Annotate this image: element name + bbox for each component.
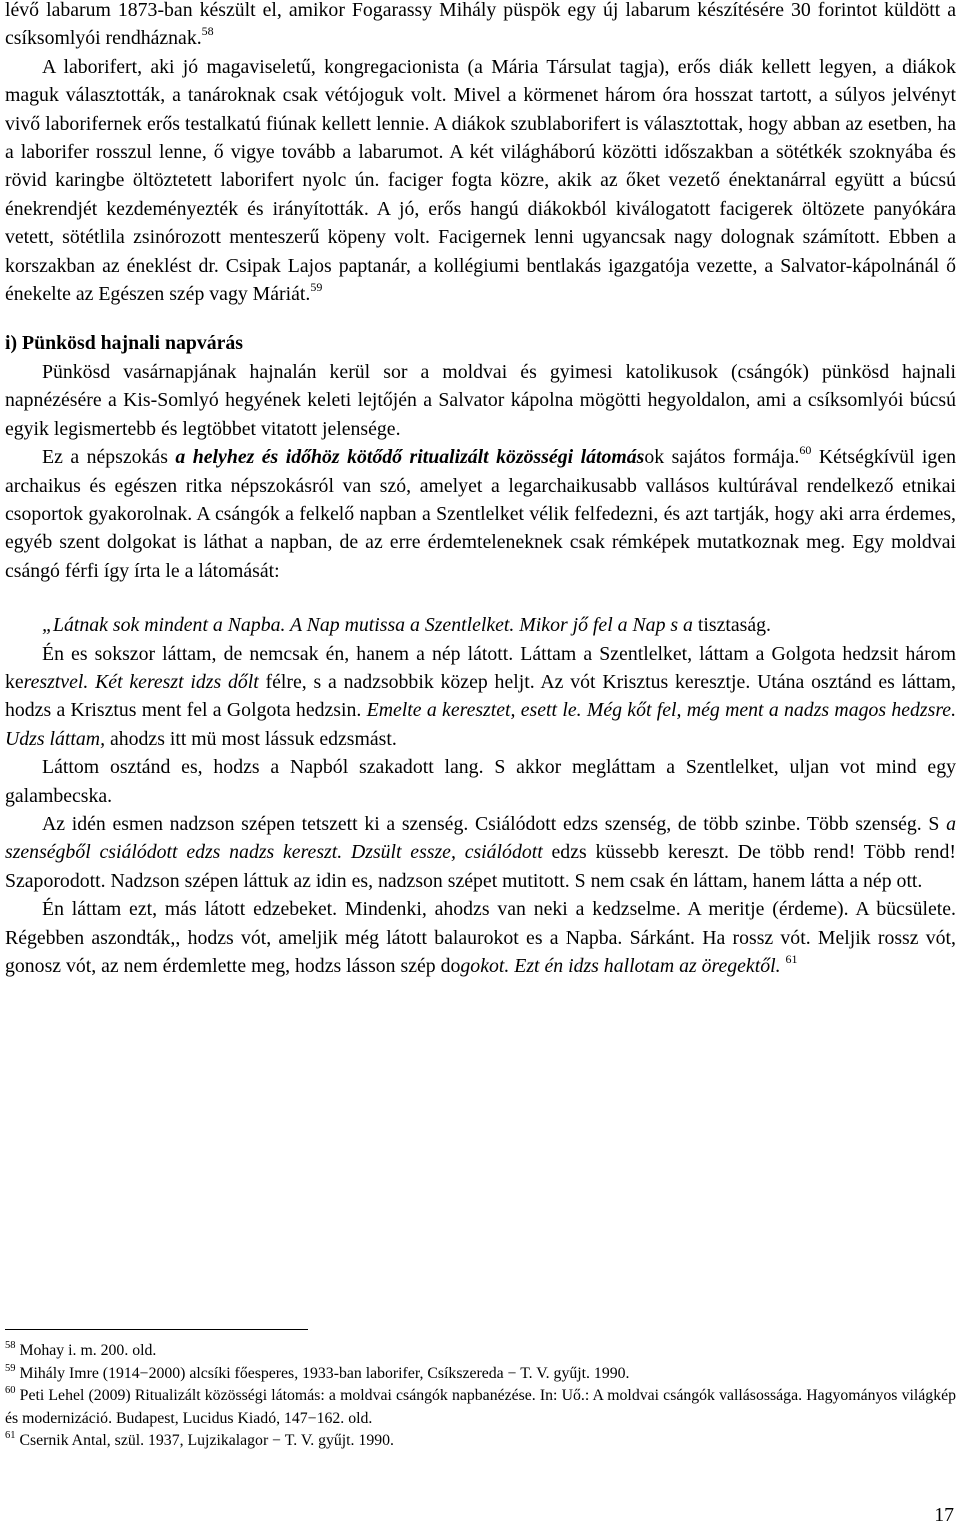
footnote-number: 61: [5, 1430, 16, 1442]
text-run: edzs küssebb kereszt. De több rend! Több rend! Szaporodott. Nadzson szépen láttuk az idin es, nadzson szépet mutitott. S nem csak én láttam, hanem látta a nép ott.: [5, 841, 956, 892]
footnote-ref-61[interactable]: 61: [785, 952, 798, 966]
text-run: Kétségkívül igen archaikus és egészen ritka népszokásról van szó, amelyet a legarchaikusabb vallásos kultúrával rendelkező etnikai csoportok gyakorolnak. A csángók a felkelő napban a Szentlelket vélik felfedezni, és azt tartják, hogy aki arra érdemes, egyéb szent dolgokat is láthat a napban, de az erre érdemteleneknek csak rémképek mutatkoznak meg. Egy moldvai csángó férfi így írta le a látomását:: [5, 446, 956, 582]
footnote-text: Mihály Imre (1914−2000) alcsíki főesperes, 1933-ban laborifer, Csíkszereda − T. V. gyűjt. 1990.: [19, 1364, 630, 1382]
footnote-ref-60[interactable]: 60: [799, 443, 812, 458]
quotation-block: [5, 611, 956, 980]
paragraph-labarum: [5, 0, 956, 53]
text-run: A laborifert, aki jó magaviseletű, kongregacionista (a Mária Társulat tagja), erős diák kellett legyen, a diákok maguk választották, a tanároknak csak vétójoguk volt. Mivel a körmenet három óra hosszat tartott, a súlyos jelvényt vivő laborifernek erős testalkatú fiúnak kellett lennie. A diákok szublaborifert is választottak, hogy abban az esetben, ha a laborifer rosszul lenne, ő vigye tovább a labarumot. A két világháború közötti időszakban a sötétkék szoknyába és rövid karingbe öltöztetett laborifert nyolc ún. faciger fogta közre, akik az őket vezető énektanárral együtt a búcsú énekrendjét kezdeményezték és irányították. A jó, erős hangú diákokból kiválogatott facigerek öltözete panyókára vetett, sötétlila zsinórozott menteszerű köpeny volt. Facigernek lenni ugyancsak nagy dolognak számított. Ebben a korszakban az éneklést dr. Csipak Lajos paptanár, a kollégiumi bentlakás igazgatója vezette, a Salvator-kápolnánál ő énekelte az Egészen szép vagy Máriát.: [5, 55, 956, 306]
footnote-text: Csernik Antal, szül. 1937, Lujzikalagor − T. V. gyűjt. 1990.: [19, 1432, 395, 1450]
footnote-58: [5, 1340, 956, 1363]
footnotes: [5, 1340, 956, 1453]
quote-paragraph-3: Láttom osztánd es, hodzs a Napból szakadott lang. S akkor megláttam a Szentlelket, uljan vot mind egy galambecska.: [5, 756, 956, 807]
text-run: Én láttam ezt, más látott edzebeket. Mindenki, ahodzs van neki a kedzselme. A meritje (érdeme). A bücsülete. Régebben aszondták,, hodzs vót, ameljik még látott balaurokot es a Napba. Sárkánt. Ha rossz vót. Meljik rossz vót, gonosz vót, az nem érdemlette meg, hodzs lásson szép do: [5, 898, 956, 977]
page-number: 17: [934, 1504, 954, 1526]
italic-run: gokot. Ezt én idzs hallotam az öregektől.: [460, 955, 781, 977]
quote-paragraph-1: [5, 611, 956, 639]
quote-paragraph-5: [5, 895, 956, 980]
italic-run: resztvel. Két kereszt idzs dőlt: [23, 670, 259, 693]
section-heading: i) Pünkösd hajnali napvárás: [5, 332, 244, 355]
text-run: tisztaság.: [692, 614, 771, 637]
main-text: [5, 0, 956, 980]
footnote-text: Mohay i. m. 200. old.: [19, 1342, 157, 1359]
italic-run: a szenségből csiálódott edzs nadzs kereszt. Dzsült essze, csiálódott: [5, 812, 956, 864]
footnote-59: [5, 1363, 956, 1386]
footnote-ref-58[interactable]: 58: [201, 24, 214, 39]
text-run: ok sajátos formája.: [644, 446, 800, 469]
footnote-61: [5, 1430, 956, 1453]
text-run: Ez a népszokás: [42, 446, 176, 469]
paragraph-laborifer: [5, 53, 956, 309]
text-run: ahodzs itt mü most lássuk edzsmást.: [105, 727, 397, 750]
text-run: Az idén esmen nadzson szépen tetszett ki a szenség. Csiálódott edzs szenség, de több szinbe. Több szenség. S: [42, 812, 947, 835]
paragraph-nepszokas: [5, 443, 956, 585]
footnote-text: Peti Lehel (2009) Ritualizált közösségi látomás: a moldvai csángók napbanézése. In: Uő.: A moldvai csángók vallásossága. Hagyományos világkép és modernizáció. Budapest, Lucidus Kiadó, 147−162. old.: [5, 1387, 957, 1427]
quote-paragraph-2: [5, 640, 956, 754]
emphasized-phrase: a helyhez és időhöz kötődő ritualizált közösségi látomás: [175, 446, 645, 469]
text-run: Én es sokszor láttam, de nemcsak én, hanem a nép látott. Láttam a Szentlelket, láttam a Golgota hedzsit három ke: [5, 642, 956, 693]
text-run: lévő labarum 1873-ban készült el, amikor Fogarassy Mihály püspök egy új labarum készítésére 30 forintot küldött a csíksomlyói rendháznak.: [5, 0, 956, 50]
quote-paragraph-4: [5, 810, 956, 895]
footnote-ref-59[interactable]: 59: [310, 280, 323, 295]
italic-run: „Látnak sok mindent a Napba. A Nap mutissa a Szentlelket. Mikor jő fel a Nap s a: [42, 614, 693, 637]
italic-run: Emelte a keresztet, esett le. Még kőt fel, még ment a nadzs magos hedzsre. Udzs láttam,: [5, 699, 957, 750]
footnote-number: 60: [5, 1385, 16, 1397]
footnote-number: 59: [5, 1362, 16, 1374]
text-run: félre, s a nadzsobbik közep heljt. Az vót Krisztus keresztje. Utána osztánd es láttam, hodzs a Krisztus ment fel a Golgota hedzsin.: [5, 670, 957, 722]
footnote-separator: [5, 1329, 308, 1330]
footnote-number: 58: [5, 1340, 16, 1351]
footnote-60: [5, 1385, 956, 1430]
paragraph-punkosd: Pünkösd vasárnapjának hajnalán kerül sor a moldvai és gyimesi katolikusok (csángók) pünkösd hajnali napnézésére a Kis-Somlyó hegyének keleti lejtőjén a Salvator kápolna mögötti hegyoldalon, ami a csíksomlyói búcsú egyik legismertebb és legtöbbet vitatott jelensége.: [5, 360, 956, 440]
